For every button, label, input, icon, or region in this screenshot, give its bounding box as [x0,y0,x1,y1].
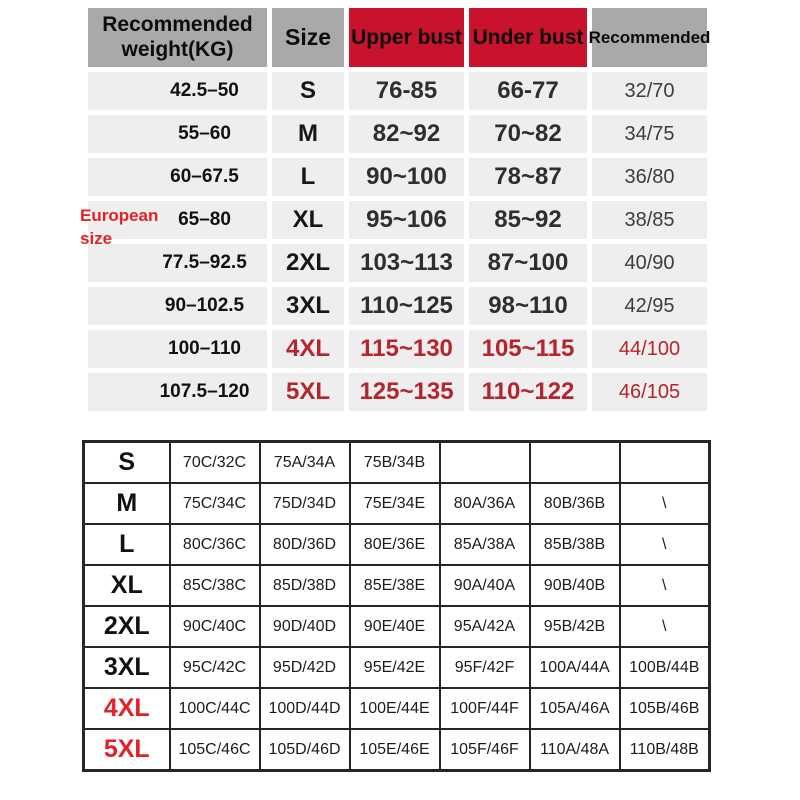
cup-cell: \ [620,524,710,565]
recommended-cell: 44/100 [592,330,707,368]
cup-cell: 90D/40D [260,606,350,647]
cup-cell: \ [620,606,710,647]
cup-cell [440,442,530,484]
cup-cell: 80A/36A [440,483,530,524]
cup-cell: 100D/44D [260,688,350,729]
cup-cell: 110A/48A [530,729,620,771]
weight-cell: 107.5–120 [88,373,267,411]
cup-cell: 105D/46D [260,729,350,771]
size-cell: S [272,72,344,110]
size-row-3xl [88,287,707,325]
cup-row-3xl [84,647,710,688]
cup-cell: 95C/42C [170,647,260,688]
cup-cell: 85E/38E [350,565,440,606]
cup-cell: 95A/42A [440,606,530,647]
recommended-cell: 34/75 [592,115,707,153]
cup-row-4xl [84,688,710,729]
size-row-4xl [88,330,707,368]
upper-bust-cell: 115~130 [349,330,464,368]
cup-cell: 80E/36E [350,524,440,565]
cup-size-table [82,440,711,772]
under-bust-cell: 98~110 [469,287,587,325]
cup-cell: 90E/40E [350,606,440,647]
european-size-table [80,8,711,416]
size-row-s [88,72,707,110]
cup-cell: 75C/34C [170,483,260,524]
cup-row-label: 4XL [84,688,170,729]
under-bust-cell: 78~87 [469,158,587,196]
cup-cell: 95B/42B [530,606,620,647]
cup-cell: 105F/46F [440,729,530,771]
size-table-header-row [88,8,711,67]
cup-cell: 80C/36C [170,524,260,565]
recommended-cell: 36/80 [592,158,707,196]
upper-bust-cell: 103~113 [349,244,464,282]
cup-cell: 90C/40C [170,606,260,647]
cup-cell: 85B/38B [530,524,620,565]
weight-cell: 55–60 [88,115,267,153]
under-bust-cell: 70~82 [469,115,587,153]
size-cell: XL [272,201,344,239]
upper-bust-cell: 90~100 [349,158,464,196]
recommended-cell: 32/70 [592,72,707,110]
cup-cell: 105A/46A [530,688,620,729]
under-bust-cell: 85~92 [469,201,587,239]
cup-cell: 95F/42F [440,647,530,688]
size-cell: M [272,115,344,153]
cup-cell: 100C/44C [170,688,260,729]
cup-cell: 100A/44A [530,647,620,688]
under-bust-cell: 110~122 [469,373,587,411]
cup-row-label: XL [84,565,170,606]
cup-cell: 95E/42E [350,647,440,688]
cup-row-m [84,483,710,524]
cup-row-label: 3XL [84,647,170,688]
cup-row-2xl [84,606,710,647]
under-bust-cell: 105~115 [469,330,587,368]
cup-row-label: S [84,442,170,484]
cup-row-s [84,442,710,484]
cup-cell: 75E/34E [350,483,440,524]
col-header-size: Size [272,8,344,67]
cup-row-label: 5XL [84,729,170,771]
weight-cell: 60–67.5 [88,158,267,196]
cup-cell: 85A/38A [440,524,530,565]
size-cell: 3XL [272,287,344,325]
cup-row-5xl [84,729,710,771]
size-row-2xl [88,244,707,282]
cup-row-l [84,524,710,565]
cup-cell: 85D/38D [260,565,350,606]
size-row-m [88,115,707,153]
col-header-under-bust: Under bust [469,8,587,67]
weight-cell: 77.5–92.5 [88,244,267,282]
european-size-label: European size [80,206,159,248]
cup-cell: 85C/38C [170,565,260,606]
size-cell: 2XL [272,244,344,282]
cup-cell: 80B/36B [530,483,620,524]
upper-bust-cell: 76-85 [349,72,464,110]
size-cell: 4XL [272,330,344,368]
recommended-cell: 42/95 [592,287,707,325]
cup-cell: \ [620,483,710,524]
recommended-cell: 46/105 [592,373,707,411]
cup-cell: 80D/36D [260,524,350,565]
cup-cell: \ [620,565,710,606]
under-bust-cell: 87~100 [469,244,587,282]
cup-cell: 75A/34A [260,442,350,484]
cup-row-label: L [84,524,170,565]
under-bust-cell: 66-77 [469,72,587,110]
cup-cell: 100B/44B [620,647,710,688]
col-header-upper-bust: Upper bust [349,8,464,67]
recommended-cell: 38/85 [592,201,707,239]
cup-cell [620,442,710,484]
cup-row-label: M [84,483,170,524]
col-header-weight: Recommended weight(KG) [88,8,267,67]
size-row-5xl [88,373,707,411]
upper-bust-cell: 110~125 [349,287,464,325]
cup-cell: 75B/34B [350,442,440,484]
size-cell: L [272,158,344,196]
cup-cell: 75D/34D [260,483,350,524]
cup-cell [530,442,620,484]
weight-cell: 65–80 [88,201,267,239]
col-header-recommended: Recommended [592,8,707,67]
cup-cell: 105B/46B [620,688,710,729]
cup-cell: 105C/46C [170,729,260,771]
upper-bust-cell: 125~135 [349,373,464,411]
cup-row-xl [84,565,710,606]
cup-cell: 100F/44F [440,688,530,729]
size-cell: 5XL [272,373,344,411]
cup-cell: 105E/46E [350,729,440,771]
recommended-cell: 40/90 [592,244,707,282]
size-row-xl [88,201,707,239]
size-row-l [88,158,707,196]
cup-cell: 90B/40B [530,565,620,606]
weight-cell: 90–102.5 [88,287,267,325]
upper-bust-cell: 82~92 [349,115,464,153]
weight-cell: 42.5–50 [88,72,267,110]
cup-cell: 95D/42D [260,647,350,688]
weight-cell: 100–110 [88,330,267,368]
cup-cell: 90A/40A [440,565,530,606]
cup-cell: 100E/44E [350,688,440,729]
cup-cell: 70C/32C [170,442,260,484]
upper-bust-cell: 95~106 [349,201,464,239]
cup-cell: 110B/48B [620,729,710,771]
cup-row-label: 2XL [84,606,170,647]
